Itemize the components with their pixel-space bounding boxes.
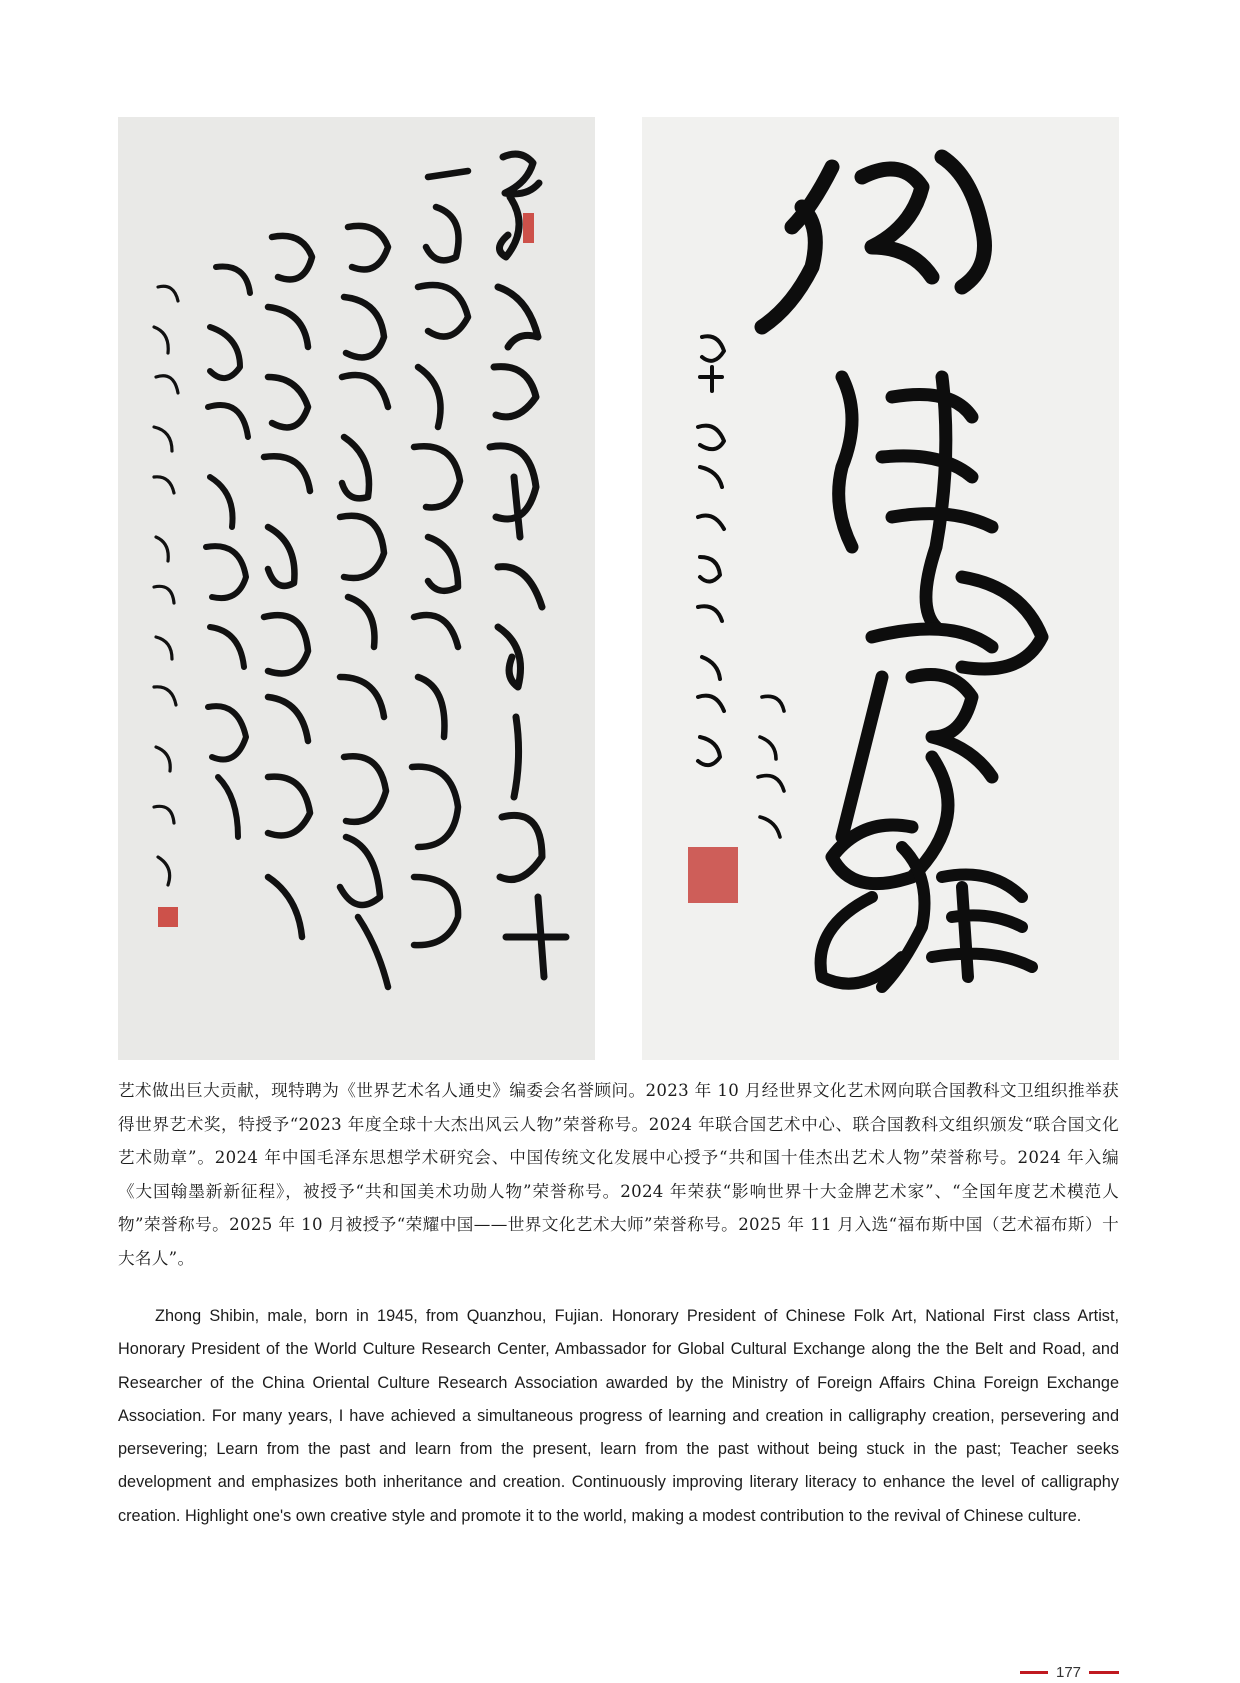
page-number-footer	[1020, 1662, 1119, 1682]
calligraphy-artwork-right	[642, 117, 1119, 1060]
calligraphy-right-strokes	[642, 117, 1119, 1060]
english-biography-paragraph: Zhong Shibin, male, born in 1945, from Quanzhou, Fujian. Honorary President of Chinese Folk Art, National First class Artist, Honorary President of the World Culture Research Center, Ambassador for Global Cultural Exchange along the the Belt and Road, and Researcher of the China Oriental Culture Research Association awarded by the Ministry of Foreign Affairs China Foreign Exchange Association. For many years, I have achieved a simultaneous progress of learning and creation in calligraphy creation, persevering and persevering; Learn from the past and learn from the present, learn from the past without being stuck in the past; Teacher seeks development and emphasizes both inheritance and creation. Continuously improving literary literacy to enhance the level of calligraphy creation. Highlight one's own creative style and promote it to the world, making a modest contribution to the revival of Chinese culture.	[118, 1307, 1119, 1525]
page-number: 177	[1055, 1663, 1082, 1681]
page-number-rule-right	[1089, 1671, 1119, 1674]
calligraphy-artwork-left	[118, 117, 595, 1060]
calligraphy-left-strokes	[118, 117, 595, 1060]
page-number-rule-left	[1020, 1671, 1048, 1674]
chinese-biography-paragraph: 艺术做出巨大贡献，现特聘为《世界艺术名人通史》编委会名誉顾问。2023 年 10 月经世界文化艺术网向联合国教科文卫组织推举获得世界艺术奖，特授予“2023 年度全球十大杰出风云人物”荣誉称号。2024 年联合国艺术中心、联合国教科文组织颁发“联合国文化艺术勋章”。2024 年中国毛泽东思想学术研究会、中国传统文化发展中心授予“共和国十佳杰出艺术人物”荣誉称号。2024 年入编《大国翰墨新新征程》，被授予“共和国美术功勋人物”荣誉称号。2024 年荣获“影响世界十大金牌艺术家”、“全国年度艺术模范人物”荣誉称号。2025 年 10 月被授予“荣耀中国——世界文化艺术大师”荣誉称号。2025 年 11 月入选“福布斯中国（艺术福布斯）十大名人”。	[118, 1081, 1119, 1268]
